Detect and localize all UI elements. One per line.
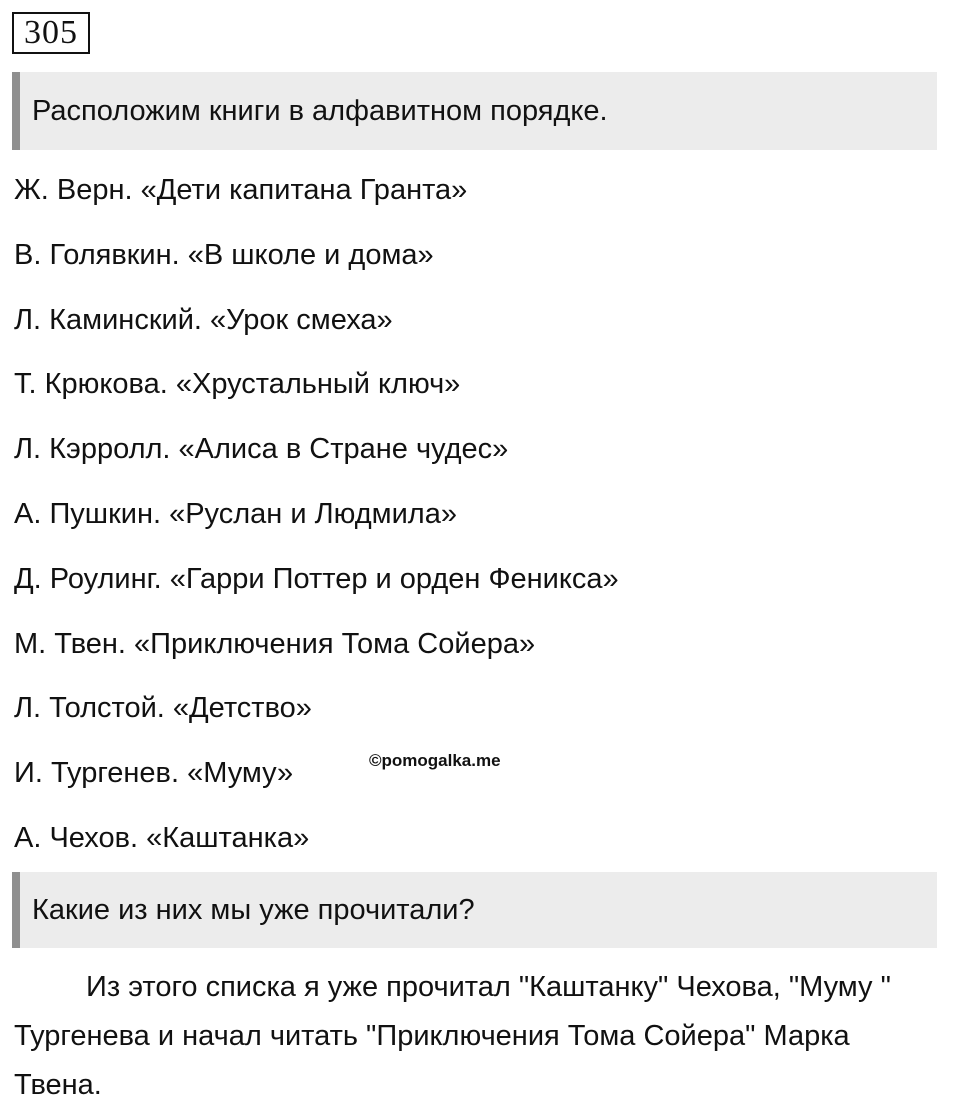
watermark: ©pomogalka.me [369, 751, 501, 770]
question-band-2 [12, 872, 937, 948]
book-item: В. Голявкин. «В школе и дома» [14, 238, 434, 271]
task-number: 305 [12, 12, 90, 54]
book-item: М. Твен. «Приключения Тома Сойера» [14, 627, 536, 660]
book-item: Л. Кэрролл. «Алиса в Стране чудес» [14, 433, 509, 466]
book-item: Л. Каминский. «Урок смеха» [14, 303, 393, 336]
book-item: Л. Толстой. «Детство» [14, 692, 312, 725]
book-item: А. Чехов. «Каштанка» [14, 821, 310, 854]
book-item: Ж. Верн. «Дети капитана Гранта» [14, 174, 468, 206]
book-item: И. Тургенев. «Муму» [14, 757, 294, 790]
book-item: Д. Роулинг. «Гарри Поттер и орден Феникса» [14, 562, 619, 595]
question-band-1 [12, 72, 937, 150]
book-item: Т. Крюкова. «Хрустальный ключ» [14, 368, 461, 401]
answer-text: Из этого списка я уже прочитал "Каштанку" Чехова, "Муму " Тургенева и начал читать "Приключения Тома Сойера" Марка Твена. [14, 971, 891, 1101]
answer-paragraph [14, 963, 914, 1110]
book-item: А. Пушкин. «Руслан и Людмила» [14, 497, 457, 530]
question-1-text: Расположим книги в алфавитном порядке. [32, 94, 608, 127]
book-list [14, 158, 619, 871]
question-2-text: Какие из них мы уже прочитали? [32, 893, 475, 926]
